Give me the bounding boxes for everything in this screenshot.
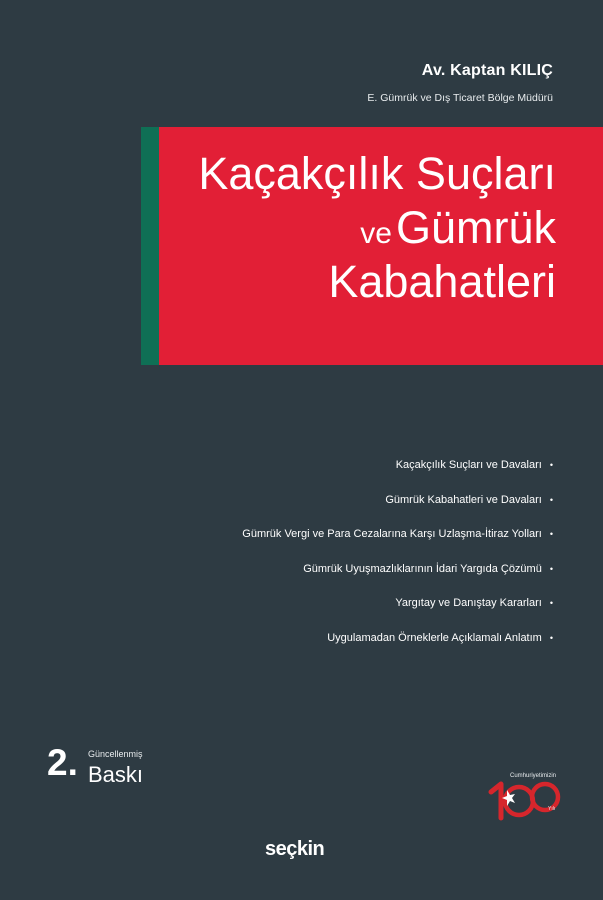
- feature-item: Yargıtay ve Danıştay Kararları •: [395, 597, 553, 609]
- feature-list: [242, 458, 553, 665]
- title-line-3: Kabahatleri: [328, 256, 556, 307]
- feature-item: Gümrük Vergi ve Para Cezalarına Karşı Uzlaşma-İtiraz Yolları •: [242, 528, 553, 540]
- bullet-icon: •: [549, 494, 553, 505]
- bullet-icon: •: [549, 460, 553, 470]
- bullet-icon: •: [549, 598, 553, 608]
- publisher-logo: seçkin: [265, 838, 325, 860]
- title-line-2-main: Gümrük: [395, 202, 556, 253]
- feature-item: Gümrük Kabahatleri ve Davaları •: [385, 493, 553, 506]
- title-line-1: Kaçakçılık Suçları: [198, 148, 556, 199]
- author-block: [367, 62, 553, 104]
- green-accent-bar: [141, 127, 159, 365]
- edition-label: Baskı: [88, 762, 144, 787]
- bullet-icon: •: [549, 529, 553, 539]
- feature-item: Gümrük Uyuşmazlıklarının İdari Yargıda Çözümü •: [303, 562, 553, 575]
- bullet-icon: •: [549, 632, 553, 643]
- title-line-2-prefix: ve: [360, 217, 392, 250]
- edition-updated: Güncellenmiş: [88, 749, 143, 759]
- book-title: [198, 147, 556, 309]
- centennial-top-text: Cumhuriyetimizin: [510, 773, 557, 779]
- centennial-logo: [487, 770, 567, 825]
- title-line-2: [198, 201, 556, 255]
- edition-number: 2.: [47, 742, 78, 783]
- centennial-bottom-text: Yılı: [548, 806, 556, 812]
- bullet-icon: •: [549, 563, 553, 574]
- feature-item: Kaçakçılık Suçları ve Davaları •: [395, 459, 553, 471]
- feature-item: Uygulamadan Örneklerle Açıklamalı Anlatım •: [327, 631, 553, 644]
- author-title: E. Gümrük ve Dış Ticaret Bölge Müdürü: [367, 92, 553, 104]
- author-name: Av. Kaptan KILIÇ: [421, 62, 553, 79]
